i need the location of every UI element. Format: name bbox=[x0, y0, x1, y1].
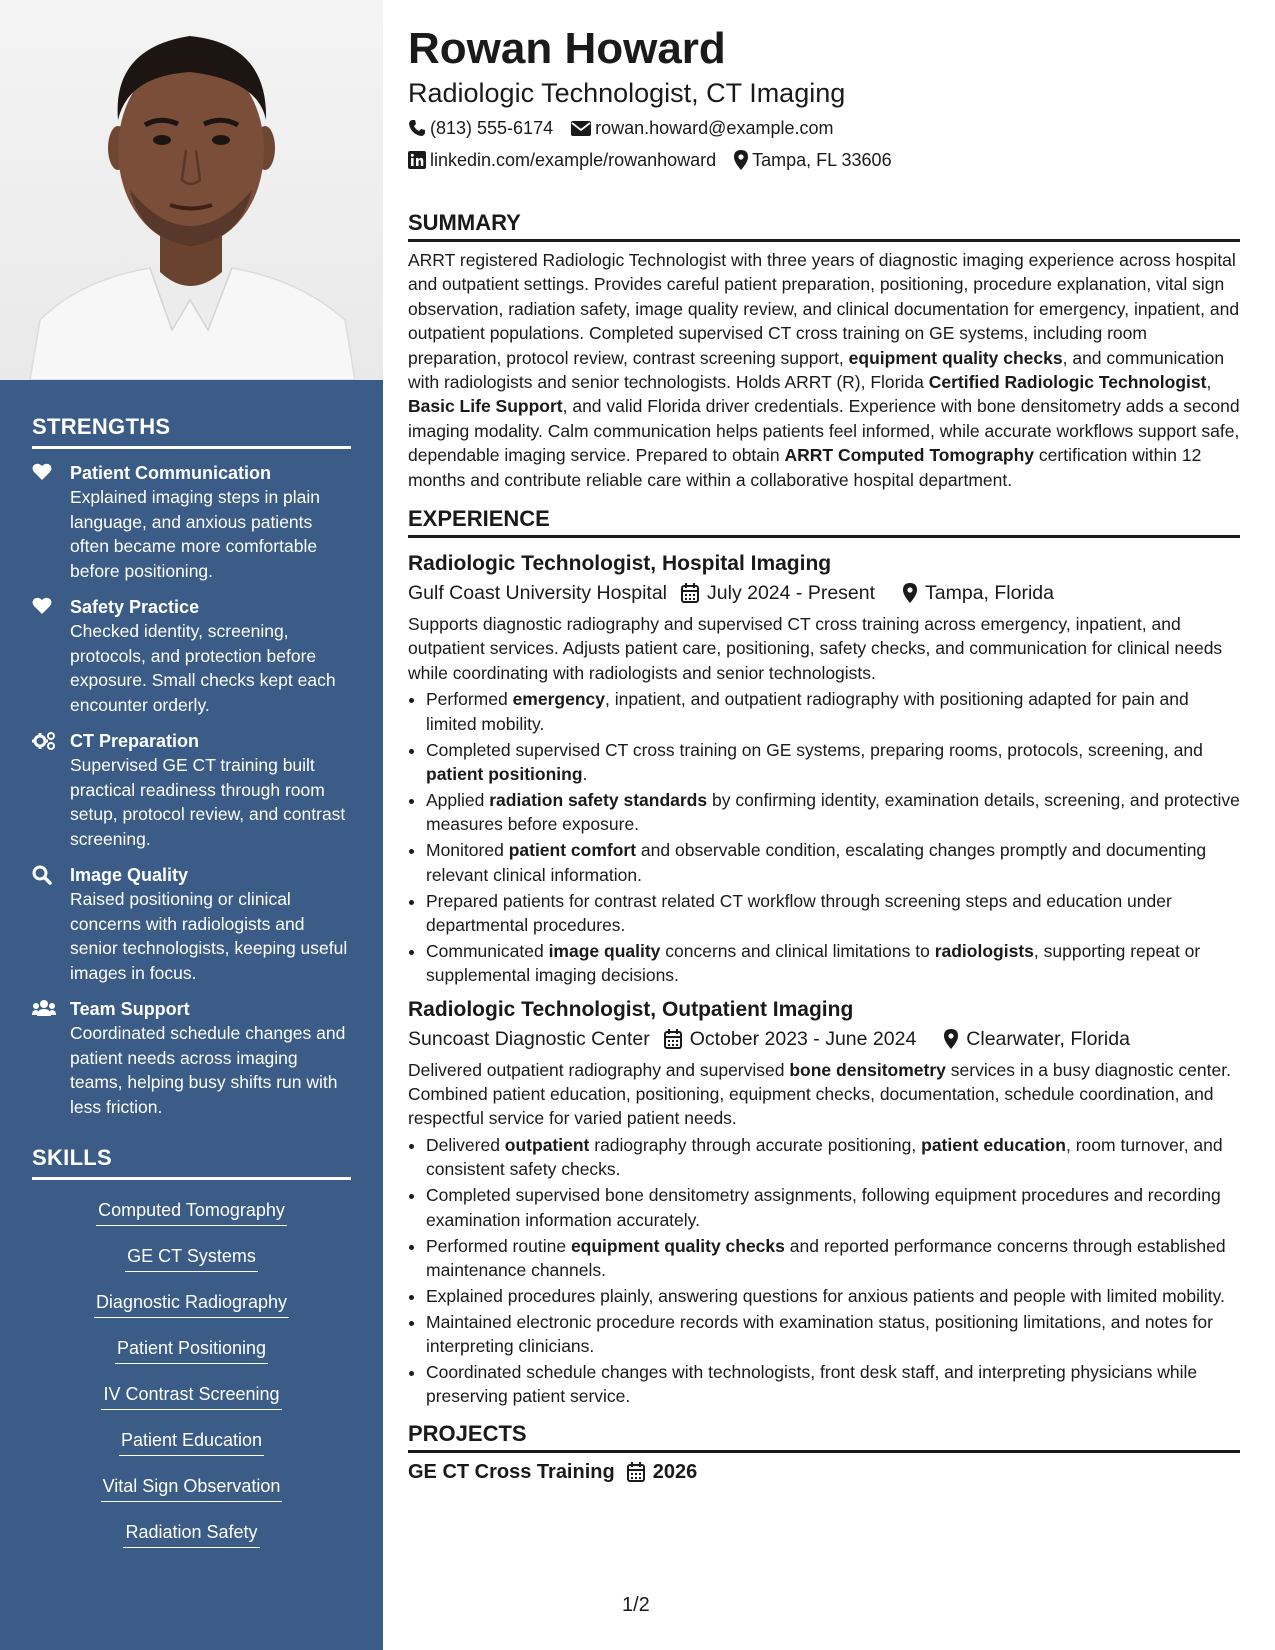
job-entry bbox=[408, 996, 1240, 1409]
list-item: • Performed emergency, inpatient, and outpatient radiography with positioning adapted for pain and limited mobility. bbox=[426, 687, 1240, 736]
location-text: Tampa, FL 33606 bbox=[752, 150, 892, 170]
list-item: • Prepared patients for contrast related CT workflow through screening steps and education under departmental procedures. bbox=[426, 889, 1240, 938]
skills-list bbox=[32, 1190, 351, 1558]
strength-item bbox=[32, 863, 351, 985]
search-icon bbox=[32, 863, 70, 985]
skill-tag: IV Contrast Screening bbox=[101, 1378, 281, 1410]
list-item: • Performed routine equipment quality checks and reported performance concerns through established maintenance channels. bbox=[426, 1234, 1240, 1283]
skill-tag: GE CT Systems bbox=[125, 1240, 258, 1272]
envelope-icon bbox=[571, 121, 591, 136]
page-number: 1/2 bbox=[622, 1594, 650, 1616]
job-employer: Suncoast Diagnostic Center bbox=[408, 1027, 650, 1050]
phone-icon bbox=[408, 119, 426, 137]
job-intro: Supports diagnostic radiography and supervised CT cross training across emergency, inpatient, and outpatient services. Adjusts patient care, positioning, safety checks, and communication for clinical needs while coordinating with radiologists and senior technologists. bbox=[408, 614, 1223, 683]
strength-title: Image Quality bbox=[70, 865, 189, 885]
sidebar bbox=[0, 0, 383, 1650]
strength-desc: Explained imaging steps in plain language, and anxious patients often became more comfortable before positioning. bbox=[70, 487, 321, 581]
strength-item bbox=[32, 595, 351, 717]
strengths-heading: STRENGTHS bbox=[32, 414, 351, 449]
list-item: • Completed supervised bone densitometry assignments, following equipment procedures and recording examination information accurately. bbox=[426, 1183, 1240, 1232]
linkedin-icon bbox=[408, 151, 426, 169]
calendar-icon bbox=[681, 583, 699, 603]
gears-icon bbox=[32, 729, 70, 851]
skill-tag: Computed Tomography bbox=[96, 1194, 287, 1226]
strength-desc: Checked identity, screening, protocols, and protection before exposure. Small checks kept each encounter orderly. bbox=[70, 621, 336, 715]
job-title: Radiologic Technologist, Outpatient Imaging bbox=[408, 997, 854, 1021]
candidate-name: Rowan Howard bbox=[408, 24, 726, 73]
skill-tag: Patient Education bbox=[119, 1424, 264, 1456]
location-pin-icon bbox=[903, 583, 917, 603]
contact-row-2 bbox=[408, 148, 1240, 172]
strength-title: Team Support bbox=[70, 999, 190, 1019]
location-pin-icon bbox=[944, 1029, 958, 1049]
job-dates: October 2023 - June 2024 bbox=[689, 1027, 917, 1050]
list-item: • Communicated image quality concerns and clinical limitations to radiologists, supporting repeat or supplemental imaging decisions. bbox=[426, 939, 1240, 988]
heart-icon bbox=[32, 461, 70, 583]
list-item: • Delivered outpatient radiography through accurate positioning, patient education, room turnover, and consistent safety checks. bbox=[426, 1133, 1240, 1182]
list-item: • Coordinated schedule changes with technologists, front desk staff, and interpreting physicians while preserving patient service. bbox=[426, 1360, 1240, 1409]
project-item bbox=[408, 1461, 1240, 1484]
strength-title: Patient Communication bbox=[70, 463, 272, 483]
job-entry bbox=[408, 550, 1240, 988]
project-year: 2026 bbox=[652, 1460, 698, 1483]
strength-desc: Coordinated schedule changes and patient needs across imaging teams, helping busy shifts run with less friction. bbox=[70, 1023, 346, 1117]
list-item: • Explained procedures plainly, answering questions for anxious patients and people with limited mobility. bbox=[426, 1284, 1240, 1308]
users-icon bbox=[32, 997, 70, 1119]
job-bullets bbox=[408, 1133, 1240, 1409]
job-location: Tampa, Florida bbox=[925, 582, 1054, 605]
summary-heading: SUMMARY bbox=[408, 210, 1240, 242]
strength-desc: Raised positioning or clinical concerns with radiologists and senior technologists, keeping useful images in focus. bbox=[70, 889, 348, 983]
list-item: • Maintained electronic procedure records with examination status, positioning limitations, and notes for interpreting clinicians. bbox=[426, 1310, 1240, 1359]
strength-desc: Supervised GE CT training built practical readiness through room setup, protocol review, and contrast screening. bbox=[70, 755, 346, 849]
job-employer: Gulf Coast University Hospital bbox=[408, 582, 668, 605]
projects-heading: PROJECTS bbox=[408, 1421, 1240, 1453]
strength-title: CT Preparation bbox=[70, 731, 200, 751]
skill-tag: Vital Sign Observation bbox=[101, 1470, 283, 1502]
strength-title: Safety Practice bbox=[70, 597, 200, 617]
job-intro: Delivered outpatient radiography and supervised bone densitometry services in a busy diagnostic center. Combined patient education, positioning, equipment checks, documentation, schedule coordination, and respectful service for varied patient needs. bbox=[408, 1059, 1231, 1129]
contact-row-1 bbox=[408, 116, 1240, 140]
experience-heading: EXPERIENCE bbox=[408, 506, 1240, 538]
linkedin-link[interactable]: linkedin.com/example/rowanhoward bbox=[430, 150, 717, 170]
list-item: • Monitored patient comfort and observable condition, escalating changes promptly and documenting relevant clinical information. bbox=[426, 838, 1240, 887]
skill-tag: Radiation Safety bbox=[123, 1516, 259, 1548]
phone-number[interactable]: (813) 555-6174 bbox=[430, 118, 554, 138]
project-title: GE CT Cross Training bbox=[408, 1460, 615, 1483]
location-pin-icon bbox=[734, 150, 748, 170]
skills-heading: SKILLS bbox=[32, 1145, 351, 1180]
job-title: Radiologic Technologist, Hospital Imaging bbox=[408, 552, 832, 576]
job-location: Clearwater, Florida bbox=[966, 1027, 1130, 1050]
job-meta bbox=[408, 578, 1240, 608]
profile-photo bbox=[0, 0, 383, 380]
strength-item bbox=[32, 729, 351, 851]
summary-text: ARRT registered Radiologic Technologist with three years of diagnostic imaging experience across hospital and outpatient settings. Provides careful patient preparation, positioning, procedure explanation, vital sign observation, radiation safety, image quality review, and clinical documentation for emergency, inpatient, and outpatient populations. Completed supervised CT cross training on GE systems, including room preparation, protocol review, contrast screening support, equipment quality checks, and communication with radiologists and senior technologists. Holds ARRT (R), Florida Certified Radiologic Technologist, Basic Life Support, and valid Florida driver credentials. Experience with bone densitometry adds a second imaging modality. Calm communication helps patients feel informed, while accurate workflows support safe, dependable imaging service. Prepared to obtain ARRT Computed Tomography certification within 12 months and contribute reliable care within a collaborative hospital department. bbox=[408, 250, 1240, 490]
email-link[interactable]: rowan.howard@example.com bbox=[595, 118, 834, 138]
list-item: • Applied radiation safety standards by confirming identity, examination details, screening, and protective measures before exposure. bbox=[426, 788, 1240, 837]
calendar-icon bbox=[664, 1029, 682, 1049]
candidate-role: Radiologic Technologist, CT Imaging bbox=[408, 78, 846, 108]
list-item: • Completed supervised CT cross training on GE systems, preparing rooms, protocols, screening, and patient positioning. bbox=[426, 738, 1240, 787]
heart-icon bbox=[32, 595, 70, 717]
skill-tag: Patient Positioning bbox=[115, 1332, 268, 1364]
strength-item bbox=[32, 997, 351, 1119]
main-content bbox=[408, 22, 1240, 1484]
job-bullets bbox=[408, 687, 1240, 987]
calendar-icon bbox=[627, 1462, 645, 1482]
skill-tag: Diagnostic Radiography bbox=[94, 1286, 289, 1318]
job-dates: July 2024 - Present bbox=[707, 582, 876, 605]
strength-item bbox=[32, 461, 351, 583]
job-meta bbox=[408, 1024, 1240, 1054]
